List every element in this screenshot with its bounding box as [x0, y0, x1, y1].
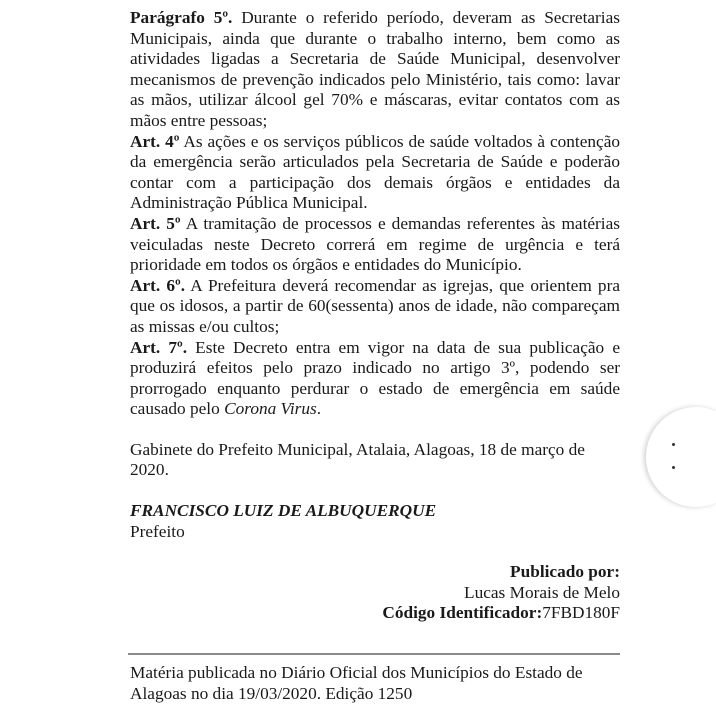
- place-date: Gabinete do Prefeito Municipal, Atalaia, Alagoas, 18 de março de 2020.: [130, 439, 585, 480]
- article-5-text: A tramitação de processos e demandas referentes às matérias veiculadas neste Decreto correrá em regime de urgência e terá prioridade em todos os órgãos e entidades do Município.: [130, 213, 620, 275]
- identifier-code-value: 7FBD180F: [542, 603, 620, 623]
- article-7: [130, 338, 620, 420]
- article-5: [130, 214, 620, 276]
- article-6: [130, 276, 620, 338]
- published-by-label: Publicado por:: [510, 562, 620, 582]
- article-4: [130, 132, 620, 214]
- more-dot-icon: [672, 443, 675, 446]
- article-7-end: .: [316, 399, 322, 419]
- signatory-name: FRANCISCO LUIZ DE ALBUQUERQUE: [130, 501, 437, 521]
- paragraph-5-text: Durante o referido período, deveram as Secretarias Municipais, ainda que durante o trabalho interno, bem como as atividades ligadas a Secretaria de Saúde Municipal, desenvolver mecanismos de prevenção indicados pelo Ministério, tais como: lavar as mãos, utilizar álcool gel 70% e máscaras, evitar contatos com as mãos entre pessoas;: [130, 8, 620, 130]
- document-body: [130, 8, 620, 624]
- separator-line: [128, 653, 620, 655]
- publisher-name: Lucas Morais de Melo: [464, 582, 620, 602]
- article-6-label: Art. 6º.: [130, 275, 186, 295]
- paragraph-5-label: Parágrafo 5º.: [130, 8, 233, 27]
- more-dot-icon: [672, 466, 675, 469]
- article-5-label: Art. 5º: [130, 213, 181, 233]
- article-7-label: Art. 7º.: [130, 337, 188, 357]
- identifier-code: [130, 603, 620, 624]
- article-4-text: As ações e os serviços públicos de saúde voltados à contenção da emergência serão articulados pela Secretaria de Saúde e poderão contar com a participação dos demais órgãos e entidades da Administração Pública Municipal.: [130, 131, 621, 213]
- article-7-text: Este Decreto entra em vigor na data de sua publicação e produzirá efeitos pelo prazo indicado no artigo 3º, podendo ser prorrogado enquanto perdurar o estado de emergência em saúde causado pelo: [130, 337, 620, 419]
- article-7-italic: Corona Virus: [224, 399, 317, 419]
- signatory-title: Prefeito: [130, 521, 185, 541]
- publication-footer: Matéria publicada no Diário Oficial dos Municípios do Estado de Alagoas no dia 19/03/2020. Edição 1250: [130, 663, 583, 703]
- identifier-code-label: Código Identificador:: [382, 603, 543, 623]
- article-6-text: A Prefeitura deverá recomendar as igrejas, que orientem pra que os idosos, a partir de 60(sessenta) anos de idade, não compareçam as missas e/ou cultos;: [130, 275, 621, 336]
- paragraph-5: [130, 8, 620, 132]
- article-4-label: Art. 4º: [130, 131, 180, 151]
- side-menu-handle[interactable]: [646, 407, 716, 507]
